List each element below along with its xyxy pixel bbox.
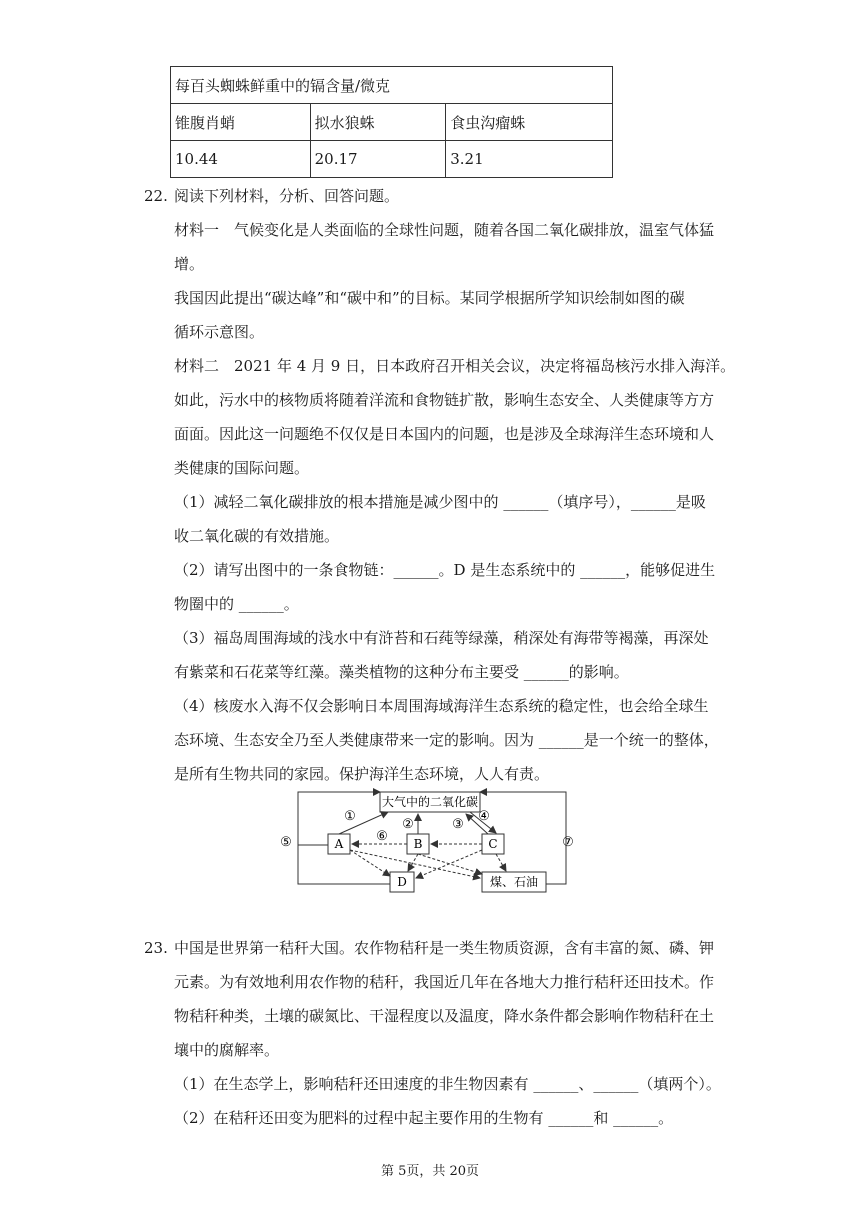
q22-line: 材料一 气候变化是人类面临的全球性问题，随着各国二氧化碳排放，温室气体猛 [174,221,715,239]
q23-line: （1）在生态学上，影响秸秆还田速度的非生物因素有 ______、______（填两个）。 [174,1075,721,1093]
cadmium-table [170,66,613,178]
question-number: 23. [144,939,168,957]
q22-line: 如此，污水中的核物质将随着洋流和食物链扩散，影响生态安全、人类健康等方方 [174,391,715,409]
node-a-label: A [334,837,344,851]
label-5: ⑤ [280,835,292,850]
table-row [171,104,613,141]
q23-line: 元素。为有效地利用农作物的秸秆，我国近几年在各地大力推行秸秆还田技术。作 [174,973,715,991]
label-6: ⑥ [376,829,388,844]
label-1: ① [344,809,356,824]
q22-line: 有紫菜和石花菜等红藻。藻类植物的这种分布主要受 ______的影响。 [174,663,629,681]
q22-line: 是所有生物共同的家园。保护海洋生态环境，人人有责。 [174,765,550,783]
q23-line: 物秸秆种类，土壤的碳氮比、干湿程度以及温度，降水条件都会影响作物秸秆在土 [174,1007,715,1025]
node-b-label: B [413,837,423,851]
table-cell: 食虫沟瘤蛛 [446,104,613,141]
q22-line: 我国因此提出“碳达峰”和“碳中和”的目标。某同学根据所学知识绘制如图的碳 [174,289,685,307]
label-7: ⑦ [562,835,574,850]
node-d-label: D [397,875,407,889]
page-footer: 第 5页，共 20页 [380,1164,480,1179]
table-cell: 20.17 [310,141,446,178]
node-c-label: C [488,837,498,851]
q22-line: （1）减轻二氧化碳排放的根本措施是减少图中的 ______（填序号），______是吸 [174,493,706,511]
fossil-fuel-label: 煤、石油 [489,875,539,889]
q22-line: （3）福岛周围海域的浅水中有浒苔和石莼等绿藻，稍深处有海带等褐藻，再深处 [174,629,709,647]
label-3: ③ [452,817,464,832]
q22-line: 收二氧化碳的有效措施。 [174,527,340,545]
q23-line: （2）在秸秆还田变为肥料的过程中起主要作用的生物有 ______和 ______。 [174,1109,674,1127]
atmosphere-co2-label: 大气中的二氧化碳 [381,795,479,809]
q23-line: 壤中的腐解率。 [174,1041,280,1059]
label-2: ② [402,817,414,832]
q23-line: 中国是世界第一秸秆大国。农作物秸秆是一类生物质资源，含有丰富的氮、磷、钾 [174,939,715,957]
q22-line: （2）请写出图中的一条食物链：______。D 是生态系统中的 ______，能够促进生 [174,561,716,579]
table-header: 每百头蜘蛛鲜重中的镉含量/微克 [171,67,613,104]
question-number: 22. [144,187,168,205]
carbon-cycle-diagram [270,788,590,896]
q22-line: 循环示意图。 [174,323,265,341]
q22-line: 态环境、生态安全乃至人类健康带来一定的影响。因为 ______是一个统一的整体， [174,731,719,749]
q22-line: 材料二 2021 年 4 月 9 日，日本政府召开相关会议，决定将福岛核污水排入海洋。 [174,357,736,375]
q22-line: 类健康的国际问题。 [174,459,310,477]
table-cell: 锥腹肖蛸 [171,104,311,141]
label-4: ④ [478,809,490,824]
q22-line: 面面。因此这一问题绝不仅仅是日本国内的问题，也是涉及全球海洋生态环境和人 [174,425,715,443]
q22-line: 增。 [174,255,205,273]
table-cell: 10.44 [171,141,311,178]
table-cell: 3.21 [446,141,613,178]
q22-line: （4）核废水入海不仅会影响日本周围海域海洋生态系统的稳定性，也会给全球生 [174,697,709,715]
table-row [171,141,613,178]
q22-line: 阅读下列材料，分析、回答问题。 [174,187,400,205]
q22-line: 物圈中的 ______。 [174,595,299,613]
table-cell: 拟水狼蛛 [310,104,446,141]
